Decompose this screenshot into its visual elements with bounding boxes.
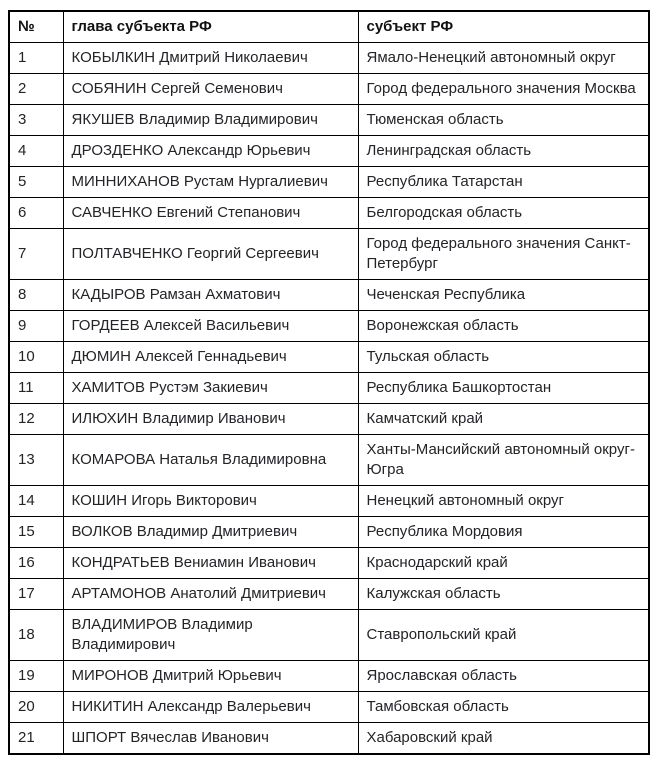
row-number-cell: 11 (9, 373, 63, 404)
header-row (9, 11, 649, 43)
table-row (9, 105, 649, 136)
subject-name-cell: Ханты-Мансийский автономный округ-Югра (358, 435, 649, 486)
row-number-cell: 20 (9, 692, 63, 723)
row-number-cell: 3 (9, 105, 63, 136)
subject-name-cell: Республика Татарстан (358, 167, 649, 198)
column-header-head-of-subject: глава субъекта РФ (63, 11, 358, 43)
row-number-cell: 9 (9, 311, 63, 342)
table-row (9, 229, 649, 280)
table-row (9, 661, 649, 692)
row-number-cell: 15 (9, 517, 63, 548)
column-header-number: № (9, 11, 63, 43)
row-number-cell: 19 (9, 661, 63, 692)
row-number-cell: 10 (9, 342, 63, 373)
head-name-cell: МИННИХАНОВ Рустам Нургалиевич (63, 167, 358, 198)
head-name-cell: КОНДРАТЬЕВ Вениамин Иванович (63, 548, 358, 579)
subject-name-cell: Тульская область (358, 342, 649, 373)
table-row (9, 692, 649, 723)
table-body (9, 43, 649, 755)
table-row (9, 723, 649, 755)
subject-name-cell: Город федерального значения Санкт-Петербург (358, 229, 649, 280)
subject-name-cell: Краснодарский край (358, 548, 649, 579)
table-row (9, 74, 649, 105)
subjects-table (8, 10, 650, 755)
subject-name-cell: Ленинградская область (358, 136, 649, 167)
subject-name-cell: Республика Мордовия (358, 517, 649, 548)
head-name-cell: ШПОРТ Вячеслав Иванович (63, 723, 358, 755)
table-row (9, 610, 649, 661)
head-name-cell: МИРОНОВ Дмитрий Юрьевич (63, 661, 358, 692)
subject-name-cell: Тамбовская область (358, 692, 649, 723)
subject-name-cell: Камчатский край (358, 404, 649, 435)
column-header-subject: субъект РФ (358, 11, 649, 43)
table-row (9, 404, 649, 435)
row-number-cell: 13 (9, 435, 63, 486)
subject-name-cell: Хабаровский край (358, 723, 649, 755)
head-name-cell: ВОЛКОВ Владимир Дмитриевич (63, 517, 358, 548)
table-row (9, 136, 649, 167)
row-number-cell: 1 (9, 43, 63, 74)
head-name-cell: ИЛЮХИН Владимир Иванович (63, 404, 358, 435)
table-row (9, 579, 649, 610)
row-number-cell: 2 (9, 74, 63, 105)
head-name-cell: НИКИТИН Александр Валерьевич (63, 692, 358, 723)
head-name-cell: ВЛАДИМИРОВ Владимир Владимирович (63, 610, 358, 661)
table-row (9, 486, 649, 517)
head-name-cell: КОБЫЛКИН Дмитрий Николаевич (63, 43, 358, 74)
head-name-cell: ХАМИТОВ Рустэм Закиевич (63, 373, 358, 404)
row-number-cell: 5 (9, 167, 63, 198)
subject-name-cell: Воронежская область (358, 311, 649, 342)
subject-name-cell: Тюменская область (358, 105, 649, 136)
head-name-cell: ЯКУШЕВ Владимир Владимирович (63, 105, 358, 136)
subject-name-cell: Ненецкий автономный округ (358, 486, 649, 517)
head-name-cell: СОБЯНИН Сергей Семенович (63, 74, 358, 105)
table-row (9, 198, 649, 229)
row-number-cell: 17 (9, 579, 63, 610)
table-row (9, 43, 649, 74)
head-name-cell: ДЮМИН Алексей Геннадьевич (63, 342, 358, 373)
row-number-cell: 6 (9, 198, 63, 229)
table-header (9, 11, 649, 43)
row-number-cell: 21 (9, 723, 63, 755)
table-row (9, 373, 649, 404)
head-name-cell: КОШИН Игорь Викторович (63, 486, 358, 517)
row-number-cell: 12 (9, 404, 63, 435)
subject-name-cell: Город федерального значения Москва (358, 74, 649, 105)
subject-name-cell: Чеченская Республика (358, 280, 649, 311)
head-name-cell: КАДЫРОВ Рамзан Ахматович (63, 280, 358, 311)
subject-name-cell: Республика Башкортостан (358, 373, 649, 404)
table-row (9, 311, 649, 342)
head-name-cell: ДРОЗДЕНКО Александр Юрьевич (63, 136, 358, 167)
row-number-cell: 4 (9, 136, 63, 167)
row-number-cell: 14 (9, 486, 63, 517)
subject-name-cell: Ямало-Ненецкий автономный округ (358, 43, 649, 74)
table-row (9, 167, 649, 198)
head-name-cell: САВЧЕНКО Евгений Степанович (63, 198, 358, 229)
row-number-cell: 7 (9, 229, 63, 280)
subject-name-cell: Ярославская область (358, 661, 649, 692)
row-number-cell: 8 (9, 280, 63, 311)
head-name-cell: ПОЛТАВЧЕНКО Георгий Сергеевич (63, 229, 358, 280)
row-number-cell: 18 (9, 610, 63, 661)
table-row (9, 342, 649, 373)
head-name-cell: ГОРДЕЕВ Алексей Васильевич (63, 311, 358, 342)
row-number-cell: 16 (9, 548, 63, 579)
table-row (9, 435, 649, 486)
subject-name-cell: Ставропольский край (358, 610, 649, 661)
subject-name-cell: Калужская область (358, 579, 649, 610)
table-row (9, 548, 649, 579)
table-row (9, 517, 649, 548)
head-name-cell: КОМАРОВА Наталья Владимировна (63, 435, 358, 486)
table-row (9, 280, 649, 311)
head-name-cell: АРТАМОНОВ Анатолий Дмитриевич (63, 579, 358, 610)
subject-name-cell: Белгородская область (358, 198, 649, 229)
